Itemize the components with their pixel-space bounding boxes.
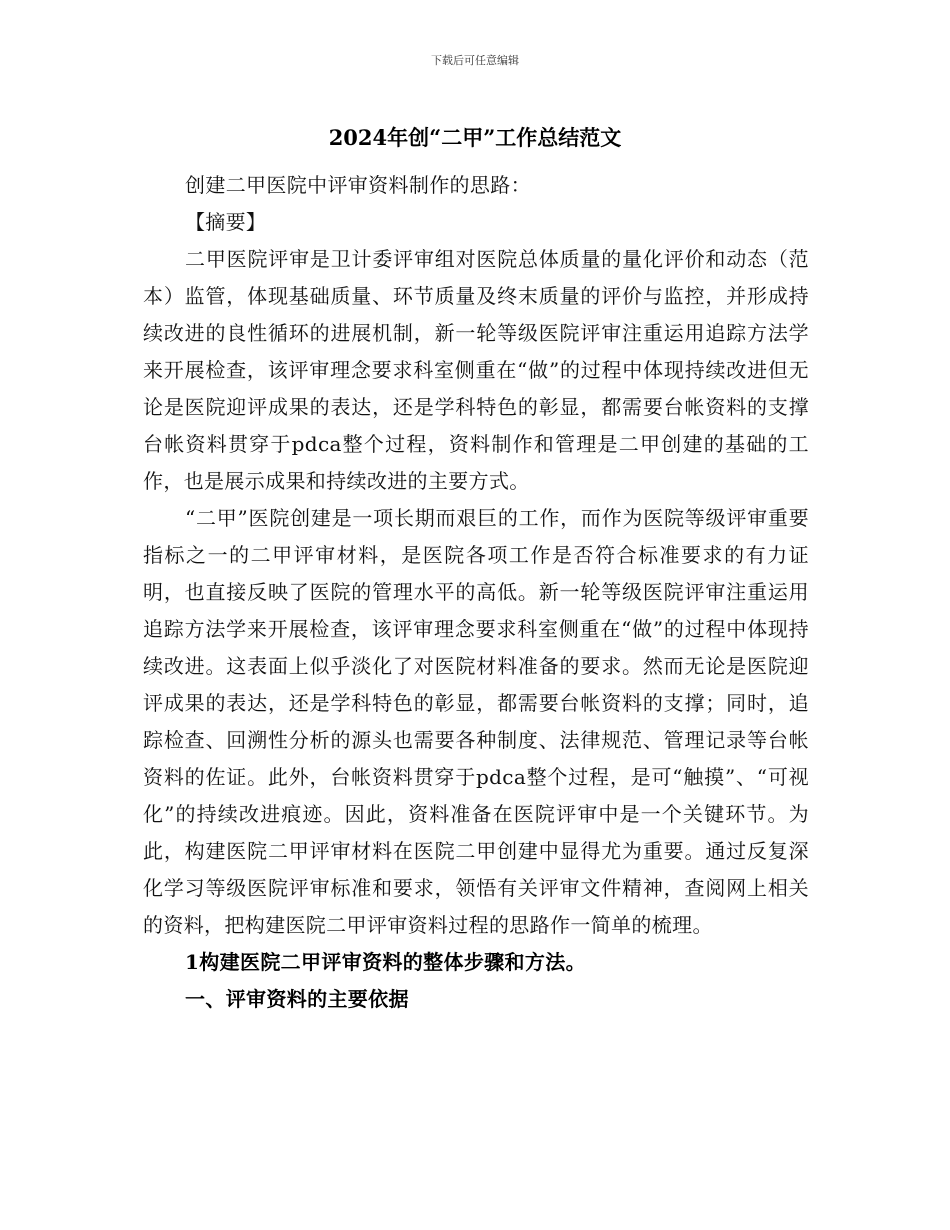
document-body (143, 167, 809, 1018)
intro-line: 创建二甲医院中评审资料制作的思路： (185, 173, 531, 197)
section-heading-2: 一、评审资料的主要依据 (185, 987, 409, 1011)
page-header-note: 下载后可任意编辑 (431, 54, 519, 67)
section-heading-1: 1构建医院二甲评审资料的整体步骤和方法。 (185, 950, 586, 974)
abstract-label: 【摘要】 (185, 210, 267, 234)
document-title: 2024年创“二甲”工作总结范文 (328, 125, 622, 150)
paragraph-1: 二甲医院评审是卫计委评审组对医院总体质量的量化评价和动态（范本）监管，体现基础质量、环节质量及终末质量的评价与监控，并形成持续改进的良性循环的进展机制，新一轮等级医院评审注重运用追踪方法学来开展检查，该评审理念要求科室侧重在“做”的过程中体现持续改进但无论是医院迎评成果的表达，还是学科特色的彰显，都需要台帐资料的支撑台帐资料贯穿于pdca整个过程，资料制作和管理是二甲创建的基础的工作，也是展示成果和持续改进的主要方式。 (143, 247, 809, 493)
paragraph-2: “二甲”医院创建是一项长期而艰巨的工作，而作为医院等级评审重要指标之一的二甲评审材料，是医院各项工作是否符合标准要求的有力证明，也直接反映了医院的管理水平的高低。新一轮等级医院评审注重运用追踪方法学来开展检查，该评审理念要求科室侧重在“做”的过程中体现持续改进。这表面上似乎淡化了对医院材料准备的要求。然而无论是医院迎评成果的表达，还是学科特色的彰显，都需要台帐资料的支撑；同时，追踪检查、回溯性分析的源头也需要各种制度、法律规范、管理记录等台帐资料的佐证。此外，台帐资料贯穿于pdca整个过程，是可“触摸”、“可视化”的持续改进痕迹。因此，资料准备在医院评审中是一个关键环节。为此，构建医院二甲评审材料在医院二甲创建中显得尤为重要。通过反复深化学习等级医院评审标准和要求，领悟有关评审文件精神，查阅网上相关的资料，把构建医院二甲评审资料过程的思路作一简单的梳理。 (143, 506, 809, 937)
